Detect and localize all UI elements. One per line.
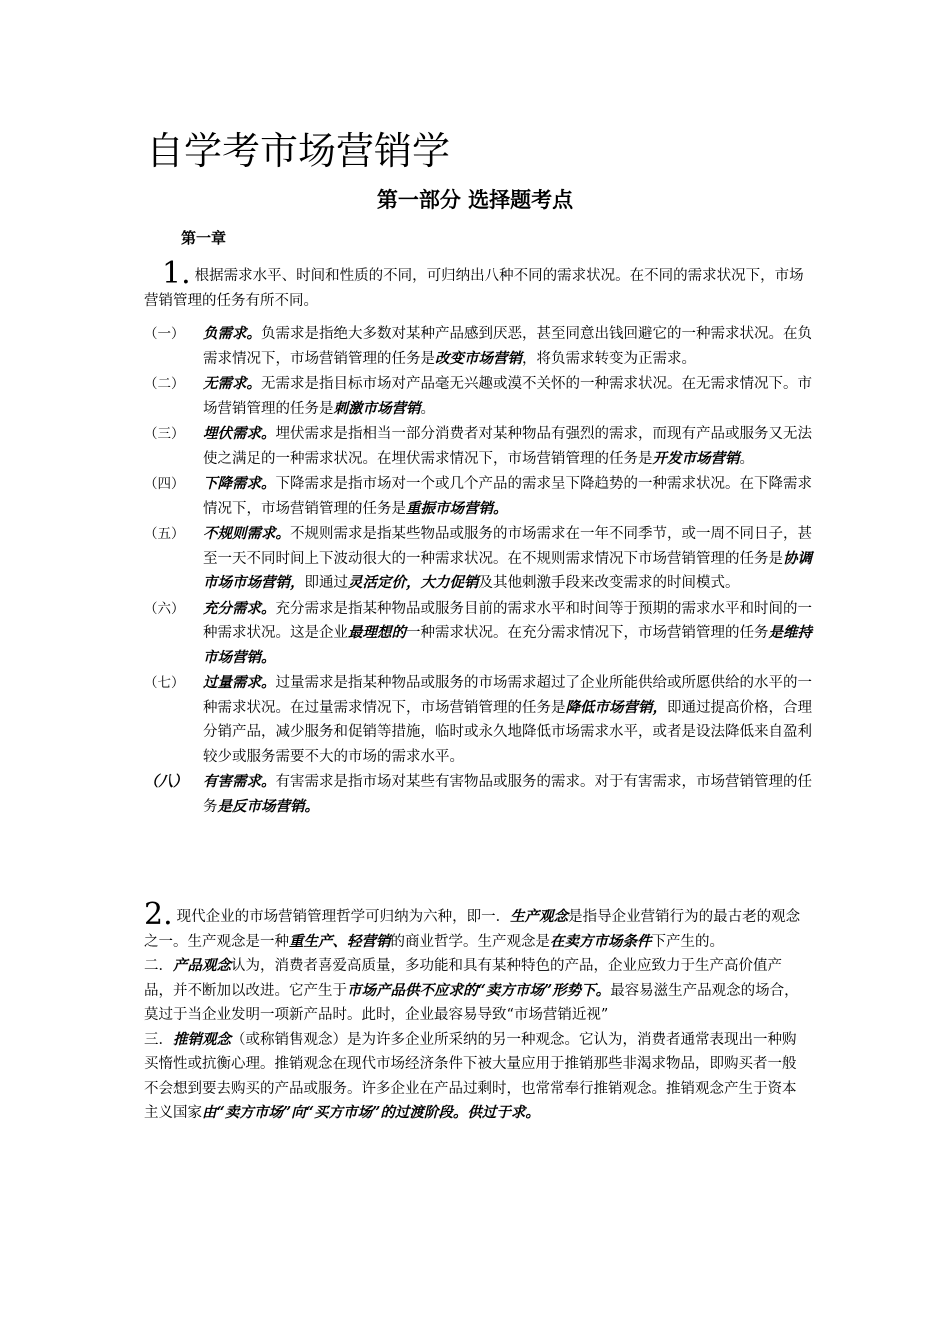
concept-keyword: 由“卖方市场”向“买方市场”的过渡阶段。供过于求。: [202, 1104, 540, 1121]
item-label: （六）: [144, 600, 185, 617]
item-text: 下降需求是指市场对一个或几个产品的需求呈下降趋势的一种需求状况。在下降需求情况下，市场营销管理的任务是: [203, 476, 812, 517]
item-label: （四）: [144, 476, 185, 492]
question-2-section: [144, 897, 810, 1126]
item-term: 过量需求。: [203, 674, 276, 691]
question-number: 2.: [144, 897, 173, 932]
item-text: 埋伏需求是指相当一部分消费者对某种物品有强烈的需求，而现有产品或服务又无法使之满足的一种需求状况。在埋伏需求情况下，市场营销管理的任务是: [203, 426, 812, 467]
paragraph-text: 是指导企业营销行为的最古老的观念之一。生产观念是一种: [144, 909, 801, 950]
paragraph-text: 的商业哲学。生产观念是: [390, 933, 550, 950]
item-keyword: 是维持市场营销。: [203, 624, 812, 666]
item-text: 过量需求是指某种物品或服务的市场需求超过了企业所能供给或所愿供给的水平的一种需求状况。在过量需求情况下，市场营销管理的任务是: [203, 675, 812, 716]
paragraph-text: 认为，消费者喜爱高质量，多功能和具有某种特色的产品，企业应致力于生产高价值产品，并不断加以改进。它产生于: [144, 958, 782, 999]
item-text: 即通过: [304, 575, 348, 591]
item-text: 不规则需求是指某些物品或服务的市场需求在一年不同季节，或一周不同日子，甚至一天不同时间上下波动很大的一种需求状况。在不规则需求情况下市场营销管理的任务是: [203, 526, 812, 567]
item-text: 无需求是指目标市场对产品毫无兴趣或漠不关怀的一种需求状况。在无需求情况下。市场营销管理的任务是: [203, 376, 812, 417]
question-text: 根据需求水平、时间和性质的不同，可归纳出八种不同的需求状况。在不同的需求状况下，市场营销管理的任务有所不同。: [144, 268, 804, 309]
item-keyword: 重振市场营销。: [406, 499, 508, 517]
item-text: 负需求是指绝大多数对某种产品感到厌恶，甚至同意出钱回避它的一种需求状况。在负需求情况下，市场营销管理的任务是: [203, 326, 812, 367]
item-text: 。: [420, 400, 435, 417]
product-concept-paragraph: [144, 954, 810, 1028]
concept-term: 产品观念: [173, 957, 231, 974]
item-text: ，将负需求转变为正需求。: [522, 350, 696, 367]
concept-keyword: 市场产品供不应求的“卖方市场”形势下。: [347, 981, 611, 999]
question-1-paragraph: [144, 256, 810, 313]
item-text: 。: [739, 450, 754, 467]
list-item: [144, 671, 820, 769]
chapter-heading: 第一章: [181, 229, 227, 247]
concept-term: 推销观念: [173, 1030, 231, 1048]
list-item: [144, 522, 820, 596]
paragraph-text: 二．: [144, 958, 173, 974]
item-term: 充分需求。: [203, 599, 276, 617]
item-text: 一种需求状况。在充分需求情况下，市场营销管理的任务: [406, 625, 769, 641]
item-term: 负需求。: [203, 325, 261, 342]
list-item: [144, 422, 820, 471]
item-keyword: 是反市场营销。: [217, 797, 319, 815]
item-keyword: 灵活定价，大力促销: [348, 574, 479, 591]
item-text: 有害需求是指市场对某些有害物品或服务的需求。对于有害需求，市场营销管理的任务: [203, 774, 812, 815]
item-text: 充分需求是指某种物品或服务目前的需求水平和时间等于预期的需求水平和时间的一种需求状况。这是企业: [203, 600, 812, 641]
item-term: 埋伏需求。: [203, 425, 276, 442]
list-item: [144, 770, 820, 819]
demand-list: [144, 322, 820, 820]
concept-keyword: 在卖方市场条件: [550, 932, 652, 950]
item-label: （三）: [144, 426, 185, 442]
item-keyword: 协调市场市场营销，: [203, 549, 812, 591]
list-item: [144, 372, 820, 421]
paragraph-text: 下产生的。: [651, 933, 724, 950]
paragraph-text: 最容易滋生产品观念的场合，莫过于当企业发明一项新产品时。此时，企业最容易导致“市场营销近视”: [144, 982, 799, 1023]
concept-keyword: 重生产、轻营销: [289, 932, 391, 950]
item-term: 无需求。: [203, 375, 261, 392]
list-item: [144, 597, 820, 671]
list-item: [144, 322, 820, 371]
item-label: （五）: [144, 526, 185, 542]
selling-concept-paragraph: [144, 1028, 810, 1126]
part-heading: 第一部分 选择题考点: [376, 188, 574, 212]
item-term: 有害需求。: [203, 773, 276, 790]
item-keyword: 开发市场营销: [652, 449, 740, 467]
item-keyword: 改变市场营销: [435, 349, 522, 367]
item-term: 下降需求。: [203, 475, 276, 492]
list-item: [144, 472, 820, 521]
paragraph-text: 三．: [144, 1031, 173, 1048]
item-keyword: 降低市场营销，: [565, 698, 667, 716]
item-term: 不规则需求。: [203, 525, 290, 542]
item-text: 即通过提高价格，合理分销产品，减少服务和促销等措施，临时或永久地降低市场需求水平，或者是设法降低来自盈利较少或服务需要不大的市场的需求水平。: [203, 699, 812, 765]
concept-term: 生产观念: [510, 908, 569, 925]
item-text: 及其他刺激手段来改变需求的时间模式。: [478, 575, 740, 591]
paragraph-text: 现代企业的市场营销管理哲学可归纳为六种，即一．: [176, 909, 511, 925]
item-label: （七）: [144, 675, 185, 691]
document-title: 自学考市场营销学: [146, 129, 451, 173]
item-label: （二）: [144, 376, 185, 392]
item-keyword: 最理想的: [348, 624, 406, 641]
paragraph-text: （或称销售观念）是为许多企业所采纳的另一种观念。它认为，消费者通常表现出一种购买惰性或抗衡心理。推销观念在现代市场经济条件下被大量应用于推销那些非渴求物品，即购买者一般不会想到要去购买的产品或服务。许多企业在产品过剩时，也常常奉行推销观念。推销观念产生于资本主义国家: [144, 1031, 797, 1121]
item-keyword: 刺激市场营销: [333, 399, 421, 417]
production-concept-paragraph: [144, 897, 810, 954]
item-label: （八）: [144, 773, 188, 790]
question-number: 1.: [162, 256, 191, 291]
item-label: （一）: [144, 326, 185, 342]
